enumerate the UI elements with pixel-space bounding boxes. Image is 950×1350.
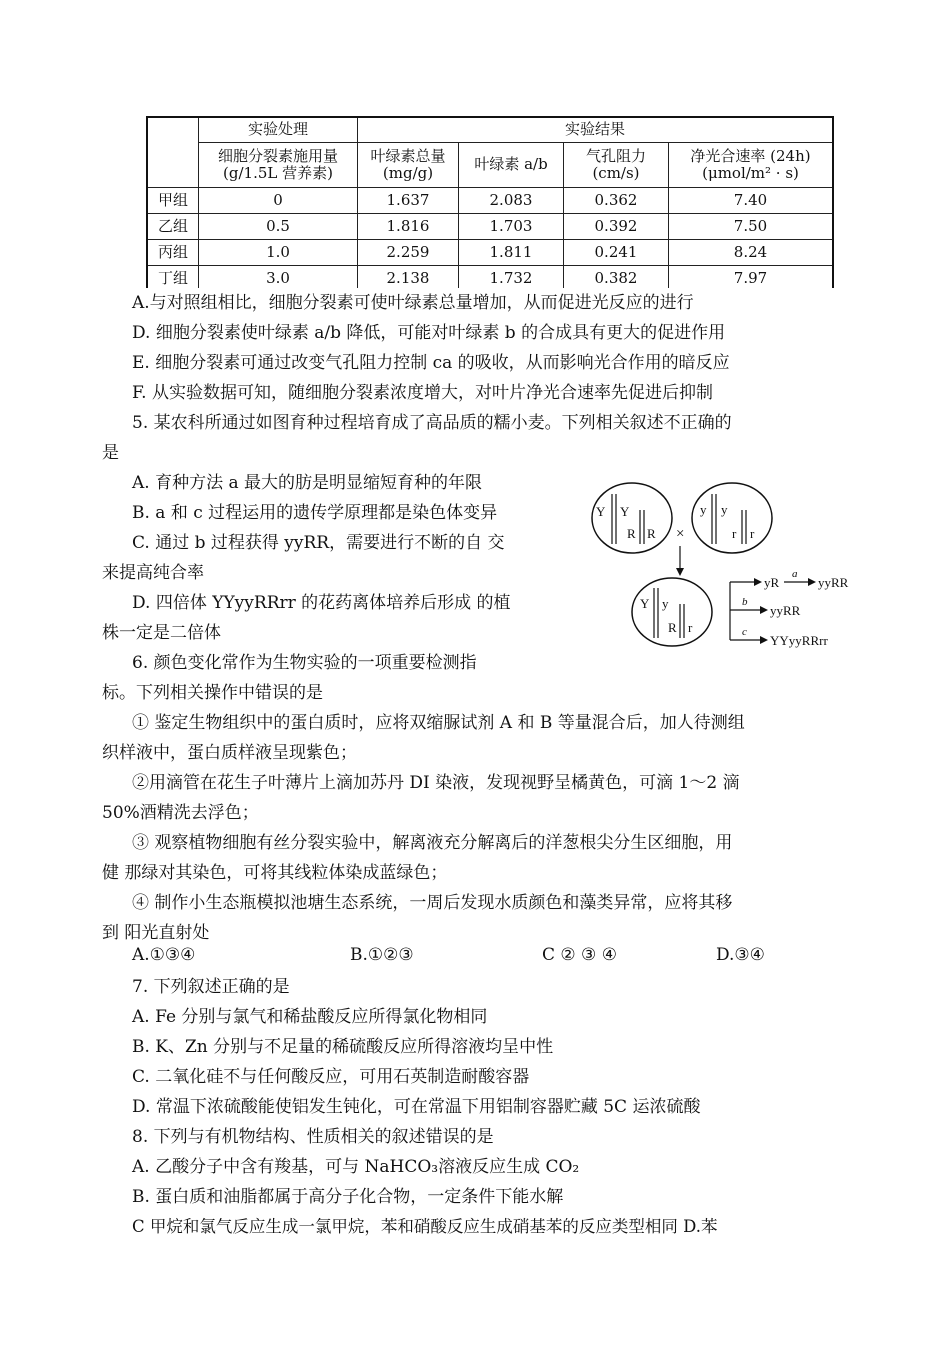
- cell1-gene: R: [627, 526, 636, 541]
- cell2-gene: y: [721, 502, 728, 517]
- parent-cell-2: [692, 483, 772, 553]
- treatment-header: 实验处理: [199, 117, 358, 143]
- q6-stem: 6. 颜色变化常作为生物实验的一项重要检测指: [132, 653, 477, 673]
- row-resist: 0.382: [564, 266, 669, 289]
- row-dose: 0: [199, 188, 358, 214]
- row-ab: 1.732: [459, 266, 564, 289]
- row-chl: 1.637: [358, 188, 459, 214]
- table-corner-cell: [147, 117, 199, 188]
- q5-stem: 5. 某农科所通过如图育种过程培育成了高品质的糯小麦。下列相关叙述不正确的: [132, 413, 732, 433]
- row-dose: 3.0: [199, 266, 358, 289]
- table-row: [147, 266, 833, 289]
- q5-option-d-cont: 株一定是二倍体: [102, 623, 221, 643]
- q6-statement-4: ④ 制作小生态瓶模拟池塘生态系统，一周后发现水质颜色和藻类异常，应将其移: [132, 893, 733, 913]
- q7-option-c: C. 二氧化硅不与任何酸反应，可用石英制造耐酸容器: [132, 1067, 530, 1087]
- row-resist: 0.241: [564, 240, 669, 266]
- cell1-gene: Y: [596, 504, 606, 519]
- cell3-gene: Y: [640, 596, 650, 611]
- cell2-gene: y: [700, 502, 707, 517]
- table-row: [147, 240, 833, 266]
- process-label-c: c: [742, 626, 747, 638]
- table-row: [147, 188, 833, 214]
- process-label-a: a: [792, 568, 798, 580]
- row-group: 丙组: [147, 240, 199, 266]
- cell2-gene: r: [750, 526, 755, 541]
- q4-option-d: D. 细胞分裂素使叶绿素 a/b 降低，可能对叶绿素 b 的合成具有更大的促进作用: [132, 323, 726, 343]
- row-rate: 7.40: [669, 188, 834, 214]
- q5-option-d: D. 四倍体 YYyyRRrr 的花药离体培养后形成 的植: [132, 593, 511, 613]
- q5-stem-cont: 是: [102, 443, 119, 463]
- row-rate: 8.24: [669, 240, 834, 266]
- cell1-gene: R: [647, 526, 656, 541]
- col-header-rate: 净光合速率 (24h) (μmol/m² · s): [669, 143, 834, 188]
- cell3-gene: y: [662, 596, 669, 611]
- q6-statement-3-cont: 健 那绿对其染色，可将其线粒体染成蓝绿色；: [102, 863, 448, 883]
- row-group: 乙组: [147, 214, 199, 240]
- q5-option-b: B. a 和 c 过程运用的遗传学原理都是染色体变异: [132, 503, 498, 523]
- experiment-table-wrapper: [146, 116, 834, 288]
- row-dose: 0.5: [199, 214, 358, 240]
- process-label-b: b: [742, 596, 748, 608]
- q6-statement-1: ① 鉴定生物组织中的蛋白质时，应将双缩脲试剂 A 和 B 等量混合后，加人待测组: [132, 713, 745, 733]
- row-ab: 1.703: [459, 214, 564, 240]
- results-header: 实验结果: [358, 117, 834, 143]
- row-resist: 0.362: [564, 188, 669, 214]
- row-ab: 1.811: [459, 240, 564, 266]
- row-chl: 2.138: [358, 266, 459, 289]
- q5-option-a: A. 育种方法 a 最大的肪是明显缩短育种的年限: [132, 473, 483, 493]
- col-header-chl-total: 叶绿素总量 (mg/g): [358, 143, 459, 188]
- q5-option-c-cont: 来提高纯合率: [102, 563, 204, 583]
- col-header-chl-ab: 叶绿素 a/b: [459, 143, 564, 188]
- table-row: [147, 214, 833, 240]
- experiment-table: [146, 116, 834, 288]
- f1-cell: [632, 578, 712, 646]
- q5-option-c: C. 通过 b 过程获得 yyRR，需要进行不断的自 交: [132, 533, 505, 553]
- cell3-gene: r: [688, 620, 693, 635]
- cross-symbol: ×: [676, 526, 685, 542]
- result-c: YYyyRRrr: [770, 633, 828, 648]
- row-ab: 2.083: [459, 188, 564, 214]
- cell2-gene: r: [732, 526, 737, 541]
- q6-stem-cont: 标。下列相关操作中错误的是: [102, 683, 323, 703]
- q6-statement-4-cont: 到 阳光直射处: [102, 923, 210, 943]
- row-group: 甲组: [147, 188, 199, 214]
- row-chl: 1.816: [358, 214, 459, 240]
- q8-option-c: C 甲烷和氯气反应生成一氯甲烷，苯和硝酸反应生成硝基苯的反应类型相同 D.苯: [132, 1217, 718, 1236]
- q6-option-a: A.①③④: [132, 945, 196, 965]
- q6-statement-2: ②用滴管在花生子叶薄片上滴加苏丹 DI 染液，发现视野呈橘黄色，可滴 1〜2 滴: [132, 773, 740, 793]
- row-rate: 7.97: [669, 266, 834, 289]
- q7-option-b: B. K、Zn 分别与不足量的稀硫酸反应所得溶液均呈中性: [132, 1037, 554, 1057]
- q7-stem: 7. 下列叙述正确的是: [132, 977, 290, 997]
- q6-statement-2-cont: 50%酒精洗去浮色；: [102, 803, 259, 823]
- q8-option-a: A. 乙酸分子中含有羧基，可与 NaHCO₃溶液反应生成 CO₂: [132, 1157, 580, 1177]
- q8-option-b: B. 蛋白质和油脂都属于高分子化合物，一定条件下能水解: [132, 1187, 564, 1207]
- q4-option-a: A.与对照组相比，细胞分裂素可使叶绿素总量增加，从而促进光反应的进行: [132, 293, 694, 313]
- gamete-label: yR: [764, 575, 780, 590]
- q8-stem: 8. 下列与有机物结构、性质相关的叙述错误的是: [132, 1127, 494, 1147]
- row-group: 丁组: [147, 266, 199, 289]
- row-resist: 0.392: [564, 214, 669, 240]
- q6-statement-1-cont: 织样液中，蛋白质样液呈现紫色；: [102, 743, 357, 763]
- q7-option-a: A. Fe 分别与氯气和稀盐酸反应所得氯化物相同: [132, 1007, 488, 1027]
- q6-option-d: D.③④: [716, 945, 765, 965]
- q6-option-b: B.①②③: [350, 945, 414, 965]
- result-b: yyRR: [770, 603, 801, 618]
- q4-option-e: E. 细胞分裂素可通过改变气孔阻力控制 ca 的吸收，从而影响光合作用的暗反应: [132, 353, 730, 373]
- q7-option-d: D. 常温下浓硫酸能使铝发生钝化，可在常温下用铝制容器贮藏 5C 运浓硫酸: [132, 1097, 701, 1117]
- col-header-dose: 细胞分裂素施用量 (g/1.5L 营养素): [199, 143, 358, 188]
- result-a: yyRR: [818, 575, 849, 590]
- row-chl: 2.259: [358, 240, 459, 266]
- q6-statement-3: ③ 观察植物细胞有丝分裂实验中，解离液充分解离后的洋葱根尖分生区细胞，用: [132, 833, 733, 853]
- col-header-stomata: 气孔阻力 (cm/s): [564, 143, 669, 188]
- q6-option-c: C ② ③ ④: [542, 945, 617, 965]
- breeding-diagram: [580, 480, 870, 650]
- cell3-gene: R: [668, 620, 677, 635]
- row-dose: 1.0: [199, 240, 358, 266]
- row-rate: 7.50: [669, 214, 834, 240]
- cell1-gene: Y: [620, 504, 630, 519]
- q4-option-f: F. 从实验数据可知，随细胞分裂素浓度增大，对叶片净光合速率先促进后抑制: [132, 383, 713, 403]
